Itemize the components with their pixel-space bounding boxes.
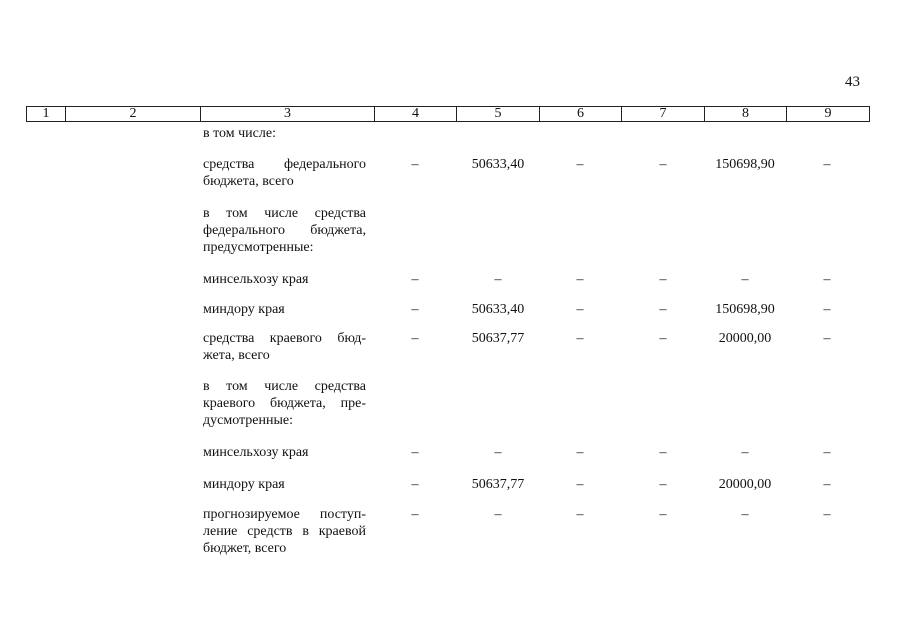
value-cell: – [411, 272, 419, 287]
value-cell: – [411, 157, 419, 172]
column-number: 2 [66, 107, 201, 122]
row-label: средства краевого бюд-жета, всего [203, 331, 366, 363]
value-cell: – [823, 331, 831, 346]
row-label: в том числе средства краевого бюджета, пре-дусмотренные: [203, 379, 366, 428]
value-cell: – [494, 445, 502, 460]
value-cell: – [741, 445, 749, 460]
value-cell: – [741, 272, 749, 287]
value-cell: – [823, 272, 831, 287]
value-cell: – [576, 445, 584, 460]
row-label: минсельхозу края [203, 272, 309, 287]
row-label: средства федерального бюджета, всего [203, 157, 366, 189]
value-cell: – [576, 331, 584, 346]
value-cell: – [411, 507, 419, 522]
value-cell: – [411, 477, 419, 492]
value-cell: – [659, 272, 667, 287]
value-cell: 20000,00 [718, 477, 772, 492]
column-number-row [27, 107, 870, 122]
value-cell: – [823, 157, 831, 172]
value-cell: – [576, 477, 584, 492]
column-number: 8 [705, 107, 787, 122]
value-cell: 150698,90 [715, 157, 775, 172]
value-cell: – [576, 157, 584, 172]
value-cell: 20000,00 [718, 331, 772, 346]
value-cell: – [823, 507, 831, 522]
row-label: минсельхозу края [203, 445, 309, 460]
value-cell: – [576, 302, 584, 317]
value-cell: – [659, 157, 667, 172]
value-cell: – [411, 302, 419, 317]
value-cell: – [741, 507, 749, 522]
column-number: 9 [787, 107, 870, 122]
value-cell: – [823, 445, 831, 460]
column-number: 7 [622, 107, 705, 122]
value-cell: 50637,77 [471, 477, 525, 492]
value-cell: – [659, 477, 667, 492]
value-cell: – [494, 507, 502, 522]
row-label: в том числе: [203, 126, 276, 141]
row-label: прогнозируемое поступ-ление средств в краевой бюджет, всего [203, 507, 366, 556]
row-label: миндору края [203, 302, 285, 317]
value-cell: 50637,77 [471, 331, 525, 346]
value-cell: – [659, 507, 667, 522]
value-cell: 50633,40 [471, 157, 525, 172]
value-cell: 150698,90 [715, 302, 775, 317]
row-label: в том числе средства федерального бюджета, предусмотренные: [203, 206, 366, 255]
value-cell: – [659, 302, 667, 317]
value-cell: – [823, 477, 831, 492]
value-cell: – [659, 445, 667, 460]
column-number: 5 [457, 107, 540, 122]
value-cell: – [659, 331, 667, 346]
value-cell: – [411, 331, 419, 346]
page-number: 43 [845, 74, 860, 90]
value-cell: – [494, 272, 502, 287]
column-header-table [26, 106, 870, 122]
value-cell: – [576, 507, 584, 522]
column-number: 1 [27, 107, 66, 122]
value-cell: 50633,40 [471, 302, 525, 317]
column-number: 3 [201, 107, 375, 122]
row-label: миндору края [203, 477, 285, 492]
value-cell: – [411, 445, 419, 460]
value-cell: – [823, 302, 831, 317]
value-cell: – [576, 272, 584, 287]
column-number: 4 [375, 107, 457, 122]
column-number: 6 [540, 107, 622, 122]
